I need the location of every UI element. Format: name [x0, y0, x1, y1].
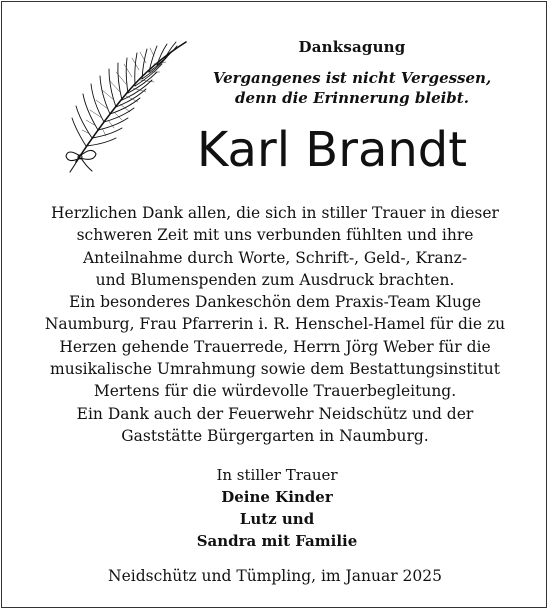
- signature-line: Lutz und: [239, 510, 315, 528]
- place-date: Neidschütz und Tümpling, im Januar 2025: [108, 567, 442, 585]
- obituary-card: [1, 1, 547, 608]
- signature-line: Deine Kinder: [221, 488, 333, 506]
- quote-line: denn die Erinnerung bleibt.: [235, 89, 469, 107]
- text-line: und Blumenspenden zum Ausdruck brachten.: [95, 270, 455, 289]
- text-line: Anteilnahme durch Worte, Schrift-, Geld-, Kranz-: [82, 248, 468, 267]
- text-line: Gaststätte Bürgergarten in Naumburg.: [121, 426, 429, 445]
- paragraph: [22, 202, 528, 291]
- text-line: Herzen gehende Trauerrede, Herrn Jörg Weber für die: [59, 337, 491, 356]
- feather-icon: [46, 34, 196, 174]
- text-line: Ein Dank auch der Feuerwehr Neidschütz und der: [76, 404, 474, 423]
- text-line: Ein besonderes Dankeschön dem Praxis-Team Kluge: [68, 293, 482, 312]
- text-line: Herzlichen Dank allen, die sich in stiller Trauer in dieser: [51, 204, 499, 222]
- paragraph: [22, 291, 528, 402]
- paragraph: [22, 403, 528, 448]
- text-line: Naumburg, Frau Pfarrerin i. R. Henschel-Hamel für die zu: [44, 315, 506, 334]
- header: [192, 38, 512, 108]
- quote: [192, 68, 512, 108]
- deceased-name: Karl Brandt: [196, 122, 468, 178]
- signature-line: Sandra mit Familie: [196, 532, 358, 550]
- signature-intro: In stiller Trauer: [216, 466, 338, 484]
- text-line: Mertens für die würdevolle Trauerbegleitung.: [93, 382, 457, 401]
- text-line: musikalische Umrahmung sowie dem Bestattungsinstitut: [50, 360, 500, 379]
- text-line: schweren Zeit mit uns verbunden fühlten und ihre: [76, 226, 474, 245]
- quote-line: Vergangenes ist nicht Vergessen,: [212, 69, 492, 87]
- signature: [102, 464, 452, 552]
- heading: Danksagung: [298, 38, 406, 56]
- thanks-text: [22, 202, 528, 447]
